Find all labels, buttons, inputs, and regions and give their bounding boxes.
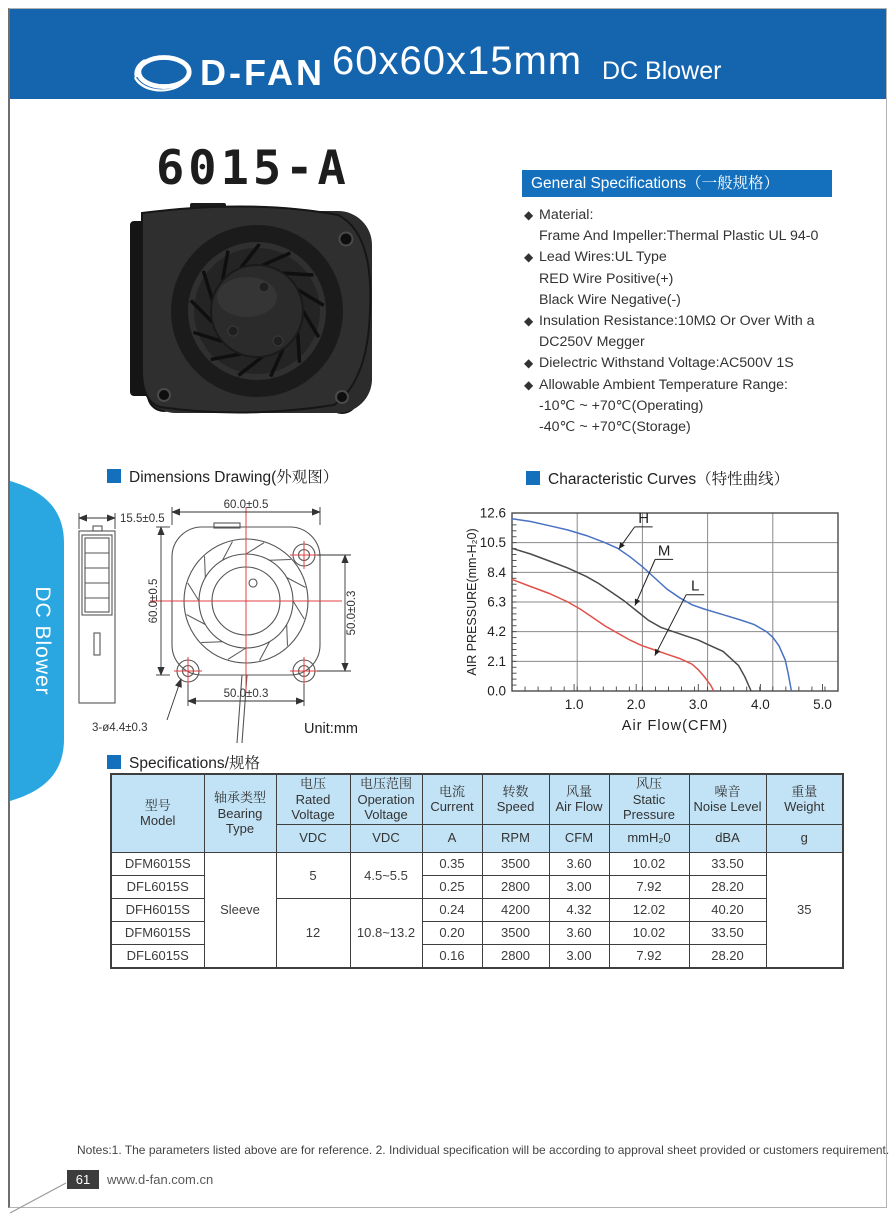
spec-line [524, 269, 854, 290]
svg-text:2.1: 2.1 [487, 653, 506, 669]
spec-line [524, 396, 854, 417]
spec-line [524, 247, 854, 268]
cell-airflow: 3.60 [549, 852, 609, 875]
website-text: www.d-fan.com.cn [107, 1172, 214, 1187]
dimensions-title-text: Dimensions Drawing(外观图） [129, 469, 339, 486]
top-banner [10, 9, 886, 99]
side-tab-label: DC Blower [31, 586, 54, 696]
col-header-operation-voltage: 电压范围 Operation Voltage [350, 774, 422, 824]
diamond-bullet-icon: ◆ [524, 250, 534, 265]
chart-grid [512, 513, 838, 691]
svg-text:L: L [691, 577, 700, 595]
diamond-bullet-icon [524, 332, 539, 353]
svg-text:H: H [638, 509, 650, 527]
spec-line-text: -40℃ ~ +70℃(Storage) [539, 419, 691, 436]
cell-model: DFH6015S [111, 898, 204, 921]
cell-model: DFL6015S [111, 944, 204, 968]
dimensions-section-title [107, 465, 338, 487]
cell-speed: 3500 [482, 852, 549, 875]
datasheet-page [8, 8, 890, 1208]
chart-x-axis-label: Air Flow(CFM) [621, 718, 729, 734]
col-header-model: 型号 Model [111, 774, 204, 852]
product-type-label: DC Blower [602, 57, 722, 85]
spec-line [524, 417, 854, 438]
general-specs-list [524, 205, 854, 438]
svg-text:6.3: 6.3 [487, 594, 506, 610]
dim-side-width: 15.5±0.5 [120, 513, 165, 525]
cell-speed: 4200 [482, 898, 549, 921]
cell-pressure: 12.02 [609, 898, 689, 921]
logo [132, 51, 325, 95]
spec-line [524, 353, 854, 374]
svg-text:8.4: 8.4 [487, 564, 506, 580]
cell-weight: 35 [766, 852, 843, 968]
specifications-table [110, 773, 844, 969]
unit-dba: dBA [689, 824, 766, 852]
chart-y-axis-label: AIR PRESSURE(mm-H₂0) [465, 528, 479, 676]
unit-a: A [422, 824, 482, 852]
general-specs-header: General Specifications（一般规格） [522, 170, 832, 197]
characteristic-curves-chart [462, 497, 862, 737]
diamond-bullet-icon [524, 417, 539, 438]
size-title: 60x60x15mm [332, 39, 583, 83]
side-tab [10, 481, 68, 801]
unit-vdc: VDC [350, 824, 422, 852]
page-number-badge: 61 [67, 1170, 99, 1189]
dfan-logo-icon [132, 51, 194, 95]
cell-bearing: Sleeve [204, 852, 276, 968]
cell-airflow: 3.00 [549, 944, 609, 968]
cell-speed: 2800 [482, 875, 549, 898]
product-photo [102, 191, 402, 436]
curve-label-M [635, 542, 673, 605]
cell-airflow: 4.32 [549, 898, 609, 921]
cell-model: DFM6015S [111, 921, 204, 944]
cell-noise: 33.50 [689, 921, 766, 944]
dim-body-width: 60.0±0.5 [223, 499, 269, 511]
side-view-dimension [79, 513, 115, 529]
svg-text:10.5: 10.5 [479, 535, 506, 551]
side-view [79, 526, 115, 703]
spec-line-text: Black Wire Negative(-) [539, 291, 681, 308]
unit-cfm: CFM [549, 824, 609, 852]
cell-noise: 28.20 [689, 944, 766, 968]
spec-line [524, 290, 854, 311]
diamond-bullet-icon [524, 396, 539, 417]
cell-operation-voltage: 4.5~5.5 [350, 852, 422, 898]
col-header-weight: 重量 Weight [766, 774, 843, 824]
curves-section-title [526, 467, 789, 489]
blue-square-icon [107, 469, 121, 483]
spec-line-text: RED Wire Positive(+) [539, 270, 674, 287]
diamond-bullet-icon [524, 269, 539, 290]
dim-holes-callout: 3-ø4.4±0.3 [92, 722, 148, 734]
svg-text:5.0: 5.0 [813, 697, 832, 712]
spec-table-title-text: Specifications/规格 [129, 755, 260, 772]
col-header-noise: 噪音 Noise Level [689, 774, 766, 824]
svg-text:M: M [657, 542, 671, 560]
blue-square-icon [107, 755, 121, 769]
spec-line-text: Lead Wires:UL Type [539, 249, 667, 266]
unit-rpm: RPM [482, 824, 549, 852]
unit-g: g [766, 824, 843, 852]
diamond-bullet-icon: ◆ [524, 377, 534, 392]
spec-line [524, 332, 854, 353]
curve-M [512, 548, 751, 691]
diamond-bullet-icon [524, 290, 539, 311]
spec-line [524, 311, 854, 332]
diamond-bullet-icon: ◆ [524, 356, 534, 371]
diamond-bullet-icon: ◆ [524, 208, 534, 222]
dim-hole-span-h: 50.0±0.3 [223, 688, 269, 700]
cell-pressure: 7.92 [609, 875, 689, 898]
brand-text: D-FAN [200, 52, 325, 93]
col-header-pressure: 风压 Static Pressure [609, 774, 689, 824]
cell-current: 0.16 [422, 944, 482, 968]
spec-line [524, 226, 854, 247]
svg-text:0.0: 0.0 [487, 683, 506, 699]
blue-square-icon [526, 471, 540, 485]
cell-pressure: 10.02 [609, 921, 689, 944]
dimensions-drawing [64, 493, 484, 753]
cell-rated-voltage: 5 [276, 852, 350, 898]
svg-text:12.6: 12.6 [479, 505, 506, 521]
col-header-current: 电流 Current [422, 774, 482, 824]
curve-H [512, 519, 791, 691]
col-header-airflow: 风量 Air Flow [549, 774, 609, 824]
diamond-bullet-icon: ◆ [524, 314, 534, 329]
cell-speed: 2800 [482, 944, 549, 968]
cell-noise: 40.20 [689, 898, 766, 921]
cell-noise: 28.20 [689, 875, 766, 898]
spec-line-text: Frame And Impeller:Thermal Plastic UL 94-0 [539, 228, 819, 245]
table-row [111, 852, 843, 875]
spec-line [524, 375, 854, 396]
cell-current: 0.25 [422, 875, 482, 898]
unit-mmh2o: mmH₂0 [609, 824, 689, 852]
spec-line-text: -10℃ ~ +70℃(Operating) [539, 397, 704, 414]
spec-line-text: Dielectric Withstand Voltage:AC500V 1S [539, 355, 794, 372]
corner-diagonal-line [2, 1151, 112, 1221]
cell-airflow: 3.00 [549, 875, 609, 898]
notes-text: Notes:1. The parameters listed above are for reference. 2. Individual specification will be according to approval sheet provided or customers requirement. [77, 1143, 890, 1157]
cell-current: 0.35 [422, 852, 482, 875]
svg-text:4.2: 4.2 [487, 624, 506, 640]
chart-tick-labels [480, 506, 832, 713]
cell-pressure: 10.02 [609, 852, 689, 875]
curves-title-text: Characteristic Curves（特性曲线） [548, 471, 790, 488]
cell-model: DFM6015S [111, 852, 204, 875]
cell-noise: 33.50 [689, 852, 766, 875]
spec-line-text: DC250V Megger [539, 334, 645, 351]
cell-operation-voltage: 10.8~13.2 [350, 898, 422, 968]
cell-pressure: 7.92 [609, 944, 689, 968]
svg-text:1.0: 1.0 [564, 697, 584, 712]
unit-vdc: VDC [276, 824, 350, 852]
spec-line-text: Insulation Resistance:10MΩ Or Over With a [539, 313, 815, 330]
spec-line-text: Material: [539, 207, 594, 223]
svg-text:3.0: 3.0 [688, 697, 708, 712]
cell-current: 0.24 [422, 898, 482, 921]
svg-text:2.0: 2.0 [626, 697, 646, 712]
col-header-rated-voltage: 电压 Rated Voltage [276, 774, 350, 824]
col-header-bearing: 轴承类型 Bearing Type [204, 774, 276, 852]
spec-line-text: Allowable Ambient Temperature Range: [539, 376, 788, 393]
spec-table-section-title [107, 751, 260, 773]
cell-speed: 3500 [482, 921, 549, 944]
col-header-speed: 转数 Speed [482, 774, 549, 824]
dim-unit-label: Unit:mm [304, 721, 358, 737]
cell-airflow: 3.60 [549, 921, 609, 944]
diamond-bullet-icon [524, 226, 539, 247]
cell-model: DFL6015S [111, 875, 204, 898]
svg-text:4.0: 4.0 [750, 697, 770, 712]
dim-body-height: 60.0±0.5 [148, 578, 160, 624]
dim-hole-span-v: 50.0±0.3 [346, 590, 358, 636]
cell-current: 0.20 [422, 921, 482, 944]
cell-rated-voltage: 12 [276, 898, 350, 968]
page-title: 6015-A [156, 141, 350, 196]
curve-label-L [655, 578, 704, 656]
spec-line [524, 205, 854, 226]
